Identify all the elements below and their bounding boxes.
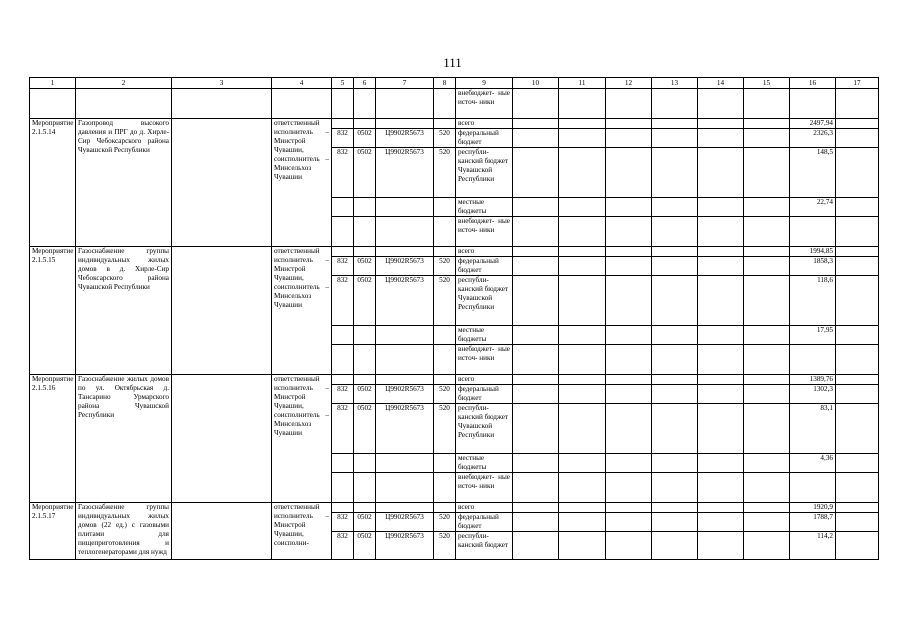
- funding-source-label: внебюджет- ные источ- ники: [456, 345, 513, 375]
- table-row: [30, 503, 879, 513]
- funding-source-label: федеральный бюджет: [456, 513, 513, 532]
- executor: ответственный исполнитель – Минстрой Чувашии, соисполнитель – Минсельхоз Чувашии: [272, 119, 332, 247]
- csr-code: Ц9902R5673: [376, 532, 434, 560]
- csr-code: Ц9902R5673: [376, 404, 434, 454]
- table-body: [30, 78, 879, 560]
- page-number: 111: [443, 55, 462, 70]
- measure-id: Мероприятие 2.1.5.16: [30, 375, 76, 503]
- grbs-code: 832: [332, 532, 354, 560]
- executor: ответственный исполнитель – Минстрой Чувашии, соисполни-: [272, 503, 332, 560]
- rzpr-code: 0502: [354, 385, 376, 404]
- republic-value: 148,5: [790, 148, 836, 198]
- funding-source-label: всего: [456, 375, 513, 385]
- total-value: 1389,76: [790, 375, 836, 385]
- vr-code: 520: [434, 129, 456, 148]
- funding-source-label: местные бюджеты: [456, 326, 513, 345]
- table-row: [30, 375, 879, 385]
- column-number: 14: [698, 78, 744, 89]
- column-number: 11: [559, 78, 606, 89]
- vr-code: 520: [434, 513, 456, 532]
- funding-source-label: республи- канский бюджет Чувашской Республики: [456, 276, 513, 326]
- funding-source-label: республи- канский бюджет Чувашской Республики: [456, 404, 513, 454]
- rzpr-code: 0502: [354, 129, 376, 148]
- funding-source-label: внебюджет- ные источ- ники: [456, 89, 513, 119]
- vr-code: 520: [434, 257, 456, 276]
- rzpr-code: 0502: [354, 276, 376, 326]
- csr-code: Ц9902R5673: [376, 129, 434, 148]
- column-number: 7: [376, 78, 434, 89]
- rzpr-code: 0502: [354, 257, 376, 276]
- funding-source-label: местные бюджеты: [456, 198, 513, 217]
- grbs-code: 832: [332, 257, 354, 276]
- local-value: 17,95: [790, 326, 836, 345]
- vr-code: 520: [434, 404, 456, 454]
- measure-name: Газоснабжение жилых домов по ул. Октябрьская д. Тансарино Урмарского района Чувашской Республики: [76, 375, 172, 503]
- measure-name: Газоснабжение группы индивидуальных жилых домов в д. Хирле-Сир Чебоксарского района Чувашской Республики: [76, 247, 172, 375]
- funding-source-label: внебюджет- ные источ- ники: [456, 473, 513, 503]
- funding-source-label: федеральный бюджет: [456, 129, 513, 148]
- republic-value: 83,1: [790, 404, 836, 454]
- csr-code: Ц9902R5673: [376, 148, 434, 198]
- column-number: 5: [332, 78, 354, 89]
- federal-value: 1788,7: [790, 513, 836, 532]
- grbs-code: 832: [332, 385, 354, 404]
- column-number: 2: [76, 78, 172, 89]
- grbs-code: 832: [332, 129, 354, 148]
- federal-value: 1858,3: [790, 257, 836, 276]
- header-row: [30, 78, 879, 89]
- executor: ответственный исполнитель – Минстрой Чувашии, соисполнитель – Минсельхоз Чувашии: [272, 375, 332, 503]
- grbs-code: 832: [332, 404, 354, 454]
- csr-code: Ц9902R5673: [376, 276, 434, 326]
- total-value: 1920,9: [790, 503, 836, 513]
- column-number: 6: [354, 78, 376, 89]
- republic-value: 114,2: [790, 532, 836, 560]
- funding-source-label: местные бюджеты: [456, 454, 513, 473]
- column-number: 1: [30, 78, 76, 89]
- grbs-code: 832: [332, 513, 354, 532]
- funding-source-label: всего: [456, 119, 513, 129]
- funding-source-label: внебюджет- ные источ- ники: [456, 217, 513, 247]
- federal-value: 2326,3: [790, 129, 836, 148]
- column-number: 12: [606, 78, 652, 89]
- republic-value: 118,6: [790, 276, 836, 326]
- rzpr-code: 0502: [354, 513, 376, 532]
- column-number: 9: [456, 78, 513, 89]
- measure-id: Мероприятие 2.1.5.17: [30, 503, 76, 560]
- measure-id: Мероприятие 2.1.5.15: [30, 247, 76, 375]
- funding-source-label: федеральный бюджет: [456, 385, 513, 404]
- rzpr-code: 0502: [354, 532, 376, 560]
- financing-table: [29, 77, 879, 560]
- measure-name: Газопровод высокого давления и ПРГ до д. Хирле-Сир Чебоксарского района Чувашской Республики: [76, 119, 172, 247]
- vr-code: 520: [434, 276, 456, 326]
- vr-code: 520: [434, 148, 456, 198]
- local-value: 4,36: [790, 454, 836, 473]
- vr-code: 520: [434, 385, 456, 404]
- column-number: 8: [434, 78, 456, 89]
- funding-source-label: всего: [456, 247, 513, 257]
- column-number: 4: [272, 78, 332, 89]
- continuation-row: [30, 89, 879, 119]
- column-number: 16: [790, 78, 836, 89]
- table-row: [30, 247, 879, 257]
- funding-source-label: всего: [456, 503, 513, 513]
- rzpr-code: 0502: [354, 148, 376, 198]
- csr-code: Ц9902R5673: [376, 385, 434, 404]
- funding-source-label: федеральный бюджет: [456, 257, 513, 276]
- grbs-code: 832: [332, 276, 354, 326]
- table-row: [30, 119, 879, 129]
- funding-source-label: республи- канский бюджет: [456, 532, 513, 560]
- csr-code: Ц9902R5673: [376, 257, 434, 276]
- measure-name: Газоснабжение группы индивидуальных жилых домов (22 ед.) с газовыми плитами для пищеприготовления и теплогенераторами для нужд: [76, 503, 172, 560]
- csr-code: Ц9902R5673: [376, 513, 434, 532]
- federal-value: 1302,3: [790, 385, 836, 404]
- executor: ответственный исполнитель – Минстрой Чувашии, соисполнитель – Минсельхоз Чувашии: [272, 247, 332, 375]
- column-number: 15: [744, 78, 790, 89]
- measure-id: Мероприятие 2.1.5.14: [30, 119, 76, 247]
- vr-code: 520: [434, 532, 456, 560]
- total-value: 2497,94: [790, 119, 836, 129]
- grbs-code: 832: [332, 148, 354, 198]
- column-number: 10: [513, 78, 559, 89]
- funding-source-label: республи- канский бюджет Чувашской Республики: [456, 148, 513, 198]
- total-value: 1994,85: [790, 247, 836, 257]
- rzpr-code: 0502: [354, 404, 376, 454]
- local-value: 22,74: [790, 198, 836, 217]
- column-number: 3: [172, 78, 272, 89]
- column-number: 17: [836, 78, 879, 89]
- column-number: 13: [652, 78, 698, 89]
